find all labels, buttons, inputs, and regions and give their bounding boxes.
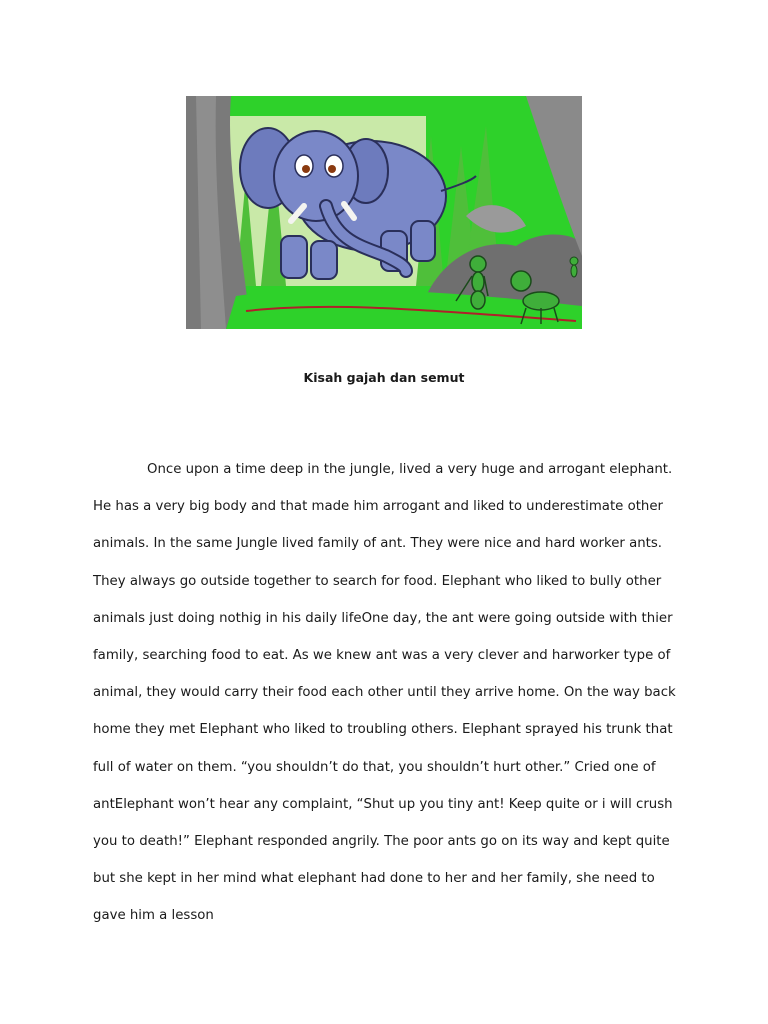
page-title: Kisah gajah dan semut [303,370,465,385]
story-line: Once upon a time deep in the jungle, lived a very huge and arrogant elephant. [147,462,673,477]
story-body [93,451,683,935]
story-line: full of water on them. “you shouldn’t do that, you shouldn’t hurt other.” Cried one of [93,759,656,775]
story-line: you to death!” Elephant responded angrily. The poor ants go on its way and kept quite [93,834,670,850]
story-line: animal, they would carry their food each other until they arrive home. On the way back [93,685,676,701]
story-line: home they met Elephant who liked to troubling others. Elephant sprayed his trunk that [93,722,673,738]
elephant-ant-illustration [186,96,582,329]
story-line: antElephant won’t hear any complaint, “Shut up you tiny ant! Keep quite or i will crush [93,796,673,812]
story-line: animals just doing nothig in his daily lifeOne day, the ant were going outside with thier [93,610,673,626]
story-line: He has a very big body and that made him arrogant and liked to underestimate other [93,499,663,515]
story-line: family, searching food to eat. As we knew ant was a very clever and harworker type of [93,648,671,664]
story-line: gave him a lesson [93,908,214,924]
story-line: animals. In the same Jungle lived family of ant. They were nice and hard worker ants. [93,536,663,552]
story-illustration [186,96,582,329]
story-line: but she kept in her mind what elephant had done to her and her family, she need to [93,871,655,887]
story-line: They always go outside together to search for food. Elephant who liked to bully other [93,573,662,589]
